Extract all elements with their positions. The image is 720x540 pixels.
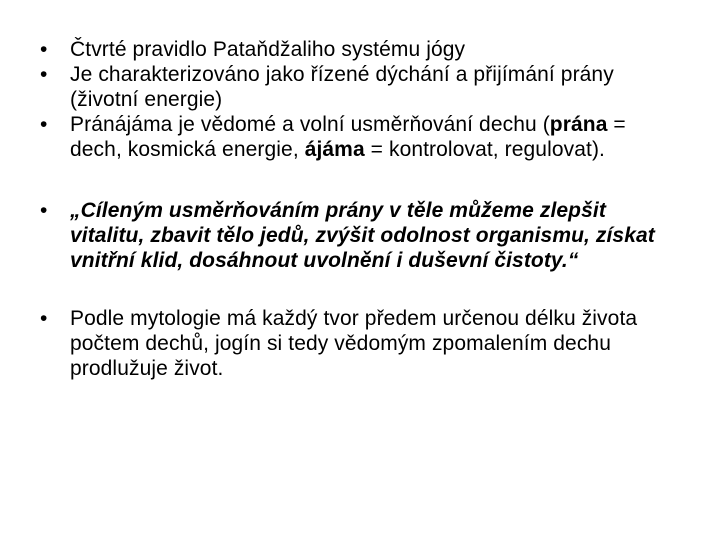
bullet-dot-icon: • (40, 307, 48, 330)
bullet-text: Čtvrté pravidlo Pataňdžaliho systému jógy (70, 38, 466, 61)
bullet-item-quote (40, 198, 680, 273)
bullet-term-prana: prána (549, 113, 608, 136)
bullet-term-ajama: ájáma (304, 138, 365, 161)
bullet-text: Podle mytologie má každý tvor předem určenou délku života počtem dechů, jogín si tedy vědomým zpomalením dechu prodlužuje život. (70, 307, 638, 380)
bullet-text: Je charakterizováno jako řízené dýchání a přijímání prány (životní energie) (70, 63, 614, 111)
bullet-item (40, 62, 680, 112)
bullet-dot-icon: • (40, 63, 48, 86)
bullet-dot-icon: • (40, 199, 48, 222)
bullet-text-part: = kontrolovat, regulovat). (364, 138, 605, 161)
bullet-dot-icon: • (40, 113, 48, 136)
bullet-item (40, 112, 680, 162)
bullet-text-part: Pránájáma je vědomé a volní usměrňování dechu ( (70, 113, 550, 136)
quote-text: „Cíleným usměrňováním prány v těle můžeme zlepšit vitalitu, zbavit tělo jedů, zvýšit odolnost organismu, získat vnitřní klid, dosáhnout uvolnění i duševní čistoty.“ (70, 199, 655, 272)
bullet-text-part: = dech, kosmická energie, (70, 113, 626, 161)
bullet-dot-icon: • (40, 38, 48, 61)
bullet-item (40, 37, 680, 62)
bullet-item (40, 306, 680, 381)
bullet-list (40, 37, 680, 381)
